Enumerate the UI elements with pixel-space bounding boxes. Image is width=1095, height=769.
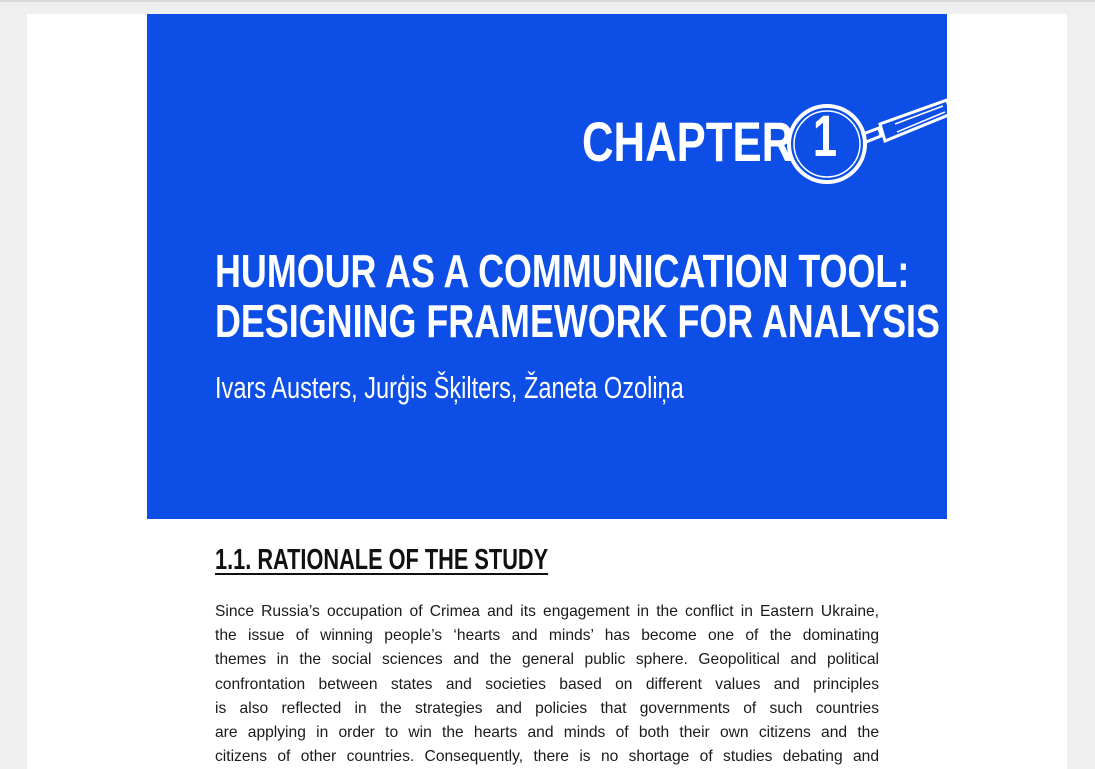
document-page	[27, 14, 1067, 769]
section-heading: 1.1. RATIONALE OF THE STUDY	[215, 544, 549, 576]
chapter-number: 1	[812, 104, 838, 169]
body-line: confrontation between states and societies based on different values and principles	[215, 675, 879, 693]
body-line: Since Russia’s occupation of Crimea and its engagement in the conflict in Eastern Ukraine,	[215, 603, 879, 620]
body-line: is also reflected in the strategies and policies that governments of such countries	[215, 699, 879, 717]
top-border	[0, 0, 1095, 2]
body-line: the issue of winning people’s ‘hearts and minds’ has become one of the dominating	[215, 627, 879, 645]
chapter-authors: Ivars Austers, Jurģis Šķilters, Žaneta Ozoliņa	[215, 370, 684, 405]
chapter-banner	[147, 14, 947, 519]
chapter-title	[215, 245, 940, 347]
chapter-title-line-1: HUMOUR AS A COMMUNICATION TOOL:	[215, 245, 910, 297]
body-line: are applying in order to win the hearts and minds of both their own citizens and the	[215, 723, 879, 741]
chapter-label: CHAPTER	[582, 110, 794, 173]
section-body	[215, 600, 879, 769]
body-line: citizens of other countries. Consequently, there is no shortage of studies debating and	[215, 748, 879, 766]
body-line: themes in the social sciences and the general public sphere. Geopolitical and political	[215, 651, 879, 669]
chapter-title-line-2: DESIGNING FRAMEWORK FOR ANALYSIS	[215, 295, 940, 347]
